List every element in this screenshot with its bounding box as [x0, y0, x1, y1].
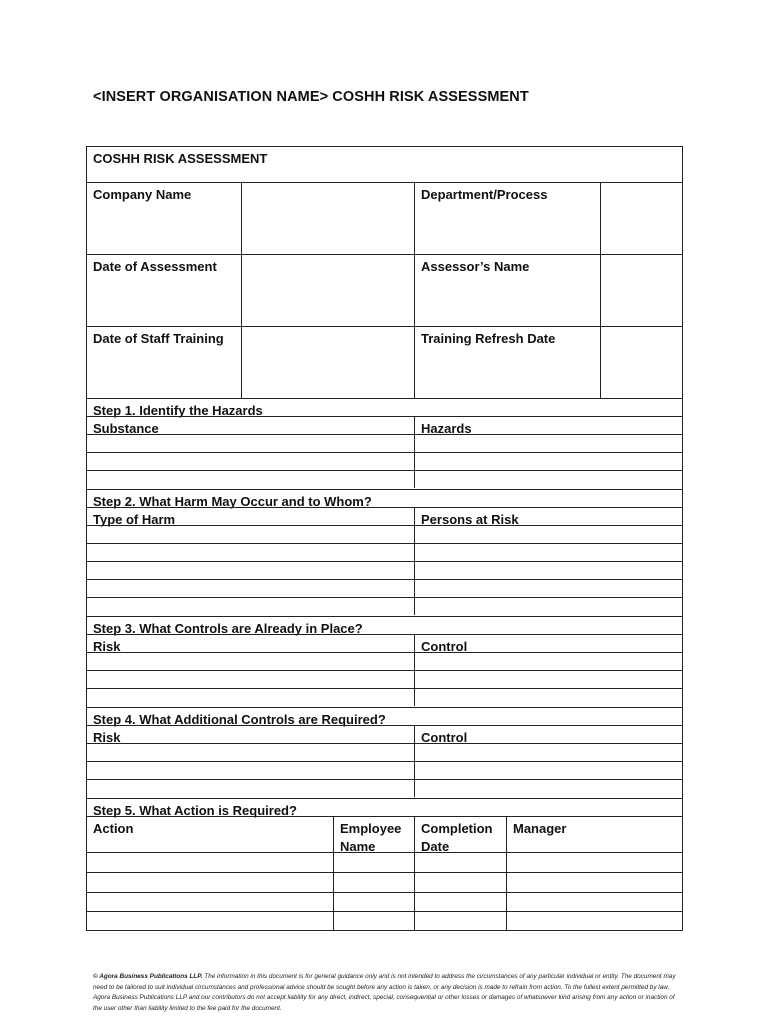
entry-cell[interactable]: [333, 872, 414, 892]
entry-cell[interactable]: [506, 852, 683, 872]
entry-cell[interactable]: [86, 525, 414, 543]
entry-cell[interactable]: [86, 779, 414, 797]
entry-cell[interactable]: [86, 743, 414, 761]
footer-copyright: © Agora Business Publications LLP.: [93, 973, 203, 980]
column-header: Manager: [506, 816, 683, 852]
entry-cell[interactable]: [414, 434, 683, 452]
column-header: Completion Date: [414, 816, 506, 852]
entry-cell[interactable]: [86, 579, 414, 597]
column-header: Control: [414, 725, 683, 743]
info-label-left: Date of Staff Training: [86, 326, 241, 398]
step-title: Step 2. What Harm May Occur and to Whom?: [86, 489, 683, 507]
entry-cell[interactable]: [414, 470, 683, 488]
entry-cell[interactable]: [414, 852, 506, 872]
entry-cell[interactable]: [414, 597, 683, 615]
entry-cell[interactable]: [414, 911, 506, 931]
entry-cell[interactable]: [86, 470, 414, 488]
form-header: COSHH RISK ASSESSMENT: [86, 146, 683, 182]
entry-cell[interactable]: [414, 579, 683, 597]
info-label-right: Assessor’s Name: [414, 254, 600, 326]
column-header: Employee Name: [333, 816, 414, 852]
column-header: Action: [86, 816, 333, 852]
coshh-assessment-form: [86, 146, 683, 931]
entry-cell[interactable]: [86, 852, 333, 872]
entry-cell[interactable]: [86, 561, 414, 579]
entry-cell[interactable]: [414, 743, 683, 761]
step-title: Step 1. Identify the Hazards: [86, 398, 683, 416]
info-label-right: Department/Process: [414, 182, 600, 254]
entry-cell[interactable]: [414, 670, 683, 688]
info-label-left: Date of Assessment: [86, 254, 241, 326]
entry-cell[interactable]: [414, 543, 683, 561]
info-label-right: Training Refresh Date: [414, 326, 600, 398]
entry-cell[interactable]: [506, 892, 683, 912]
entry-cell[interactable]: [86, 892, 333, 912]
info-value-field[interactable]: [241, 326, 414, 398]
entry-cell[interactable]: [86, 652, 414, 670]
entry-cell[interactable]: [414, 892, 506, 912]
footer-disclaimer: [93, 972, 683, 1014]
entry-cell[interactable]: [414, 761, 683, 779]
entry-cell[interactable]: [506, 872, 683, 892]
page-title: <INSERT ORGANISATION NAME> COSHH RISK ASSESSMENT: [93, 89, 529, 105]
entry-cell[interactable]: [86, 543, 414, 561]
step-title: Step 5. What Action is Required?: [86, 798, 683, 816]
entry-cell[interactable]: [414, 561, 683, 579]
info-value-field[interactable]: [600, 182, 683, 254]
entry-cell[interactable]: [414, 779, 683, 797]
column-header: Persons at Risk: [414, 507, 683, 525]
entry-cell[interactable]: [414, 872, 506, 892]
column-header: Substance: [86, 416, 414, 434]
column-header: Risk: [86, 634, 414, 652]
entry-cell[interactable]: [86, 670, 414, 688]
entry-cell[interactable]: [414, 525, 683, 543]
entry-cell[interactable]: [414, 688, 683, 706]
info-value-field[interactable]: [600, 254, 683, 326]
info-value-field[interactable]: [241, 254, 414, 326]
column-header: Hazards: [414, 416, 683, 434]
entry-cell[interactable]: [333, 911, 414, 931]
footer-text: The information in this document is for general guidance only and is not intended to address the circumstances of any particular individual or entity. The document may need to be tailored to suit individual circumstances and professional advice should be sought before any action is taken, or any decision is made to refrain from action. To the fullest extent permitted by law, Agora Business Publications LLP and our contributors do not accept liability for any direct, indirect, special, consequential or other losses or damages of whatsoever kind arising from any action or inaction of the user other than liability limited to the fee paid for the document.: [93, 973, 676, 1012]
entry-cell[interactable]: [506, 911, 683, 931]
entry-cell[interactable]: [414, 452, 683, 470]
info-value-field[interactable]: [241, 182, 414, 254]
entry-cell[interactable]: [333, 892, 414, 912]
entry-cell[interactable]: [86, 597, 414, 615]
step-title: Step 3. What Controls are Already in Place?: [86, 616, 683, 634]
info-value-field[interactable]: [600, 326, 683, 398]
info-label-left: Company Name: [86, 182, 241, 254]
entry-cell[interactable]: [414, 652, 683, 670]
entry-cell[interactable]: [86, 688, 414, 706]
entry-cell[interactable]: [333, 852, 414, 872]
column-header: Risk: [86, 725, 414, 743]
column-header: Control: [414, 634, 683, 652]
column-header: Type of Harm: [86, 507, 414, 525]
entry-cell[interactable]: [86, 452, 414, 470]
entry-cell[interactable]: [86, 911, 333, 931]
entry-cell[interactable]: [86, 761, 414, 779]
step-title: Step 4. What Additional Controls are Required?: [86, 707, 683, 725]
entry-cell[interactable]: [86, 872, 333, 892]
entry-cell[interactable]: [86, 434, 414, 452]
